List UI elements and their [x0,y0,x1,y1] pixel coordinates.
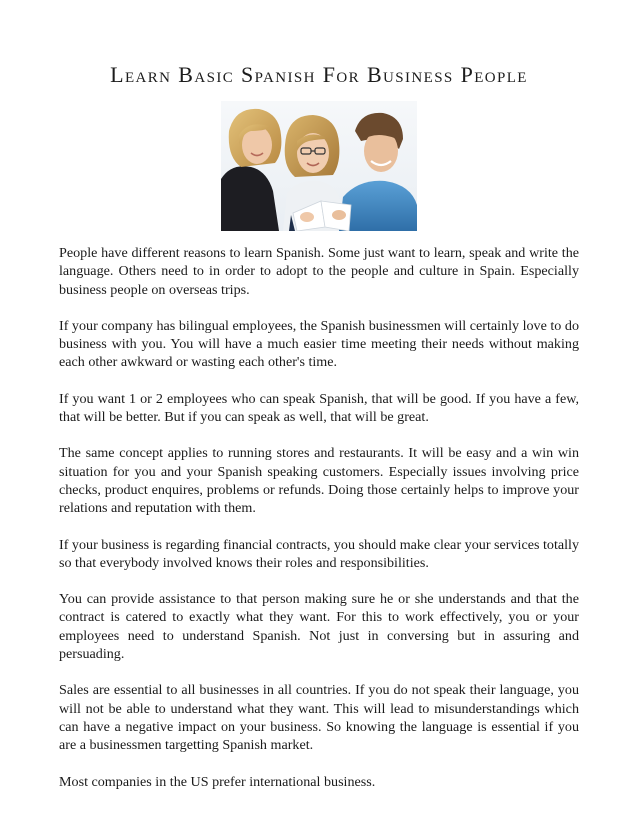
article-body [59,244,579,809]
paragraph: Most companies in the US prefer international business. [59,773,376,790]
paragraph: You can provide assistance to that person making sure he or she understands and that the contract is catered to exactly what they want. For this to work effectively, you or your employees need to understand Spanish. Not just in conversing but in assuring and persuading. [59,591,579,663]
paragraph: If you want 1 or 2 employees who can speak Spanish, that will be good. If you have a few, that will be better. But if you can speak as well, that will be great. [59,390,579,426]
paragraph: The same concept applies to running stores and restaurants. It will be easy and a win win situation for you and your Spanish speaking customers. Especially issues involving price checks, product enquires, problems or refunds. Doing those certainly helps to improve your relations and reputation with them. [59,445,579,517]
paragraph: Sales are essential to all businesses in all countries. If you do not speak their language, you will not be able to understand what they want. This will lead to misunderstandings which can have a negative impact on your business. So knowing the language is essential if you are a businessmen targetting Spanish market. [59,682,579,754]
paragraph: If your company has bilingual employees, the Spanish businessmen will certainly love to do business with you. You will have a much easier time meeting their needs without making each other awkward or wasting each other's time. [59,317,579,371]
page-title: Learn Basic Spanish For Business People [110,62,528,87]
paragraph: People have different reasons to learn Spanish. Some just want to learn, speak and write the language. Others need to in order to adopt to the people and culture in Spain. Especially business people on overseas trips. [59,245,579,298]
header-photo [221,101,417,231]
people-reading-photo [221,101,417,231]
paragraph: If your business is regarding financial contracts, you should make clear your services totally so that everybody involved knows their roles and responsibilities. [59,536,579,571]
